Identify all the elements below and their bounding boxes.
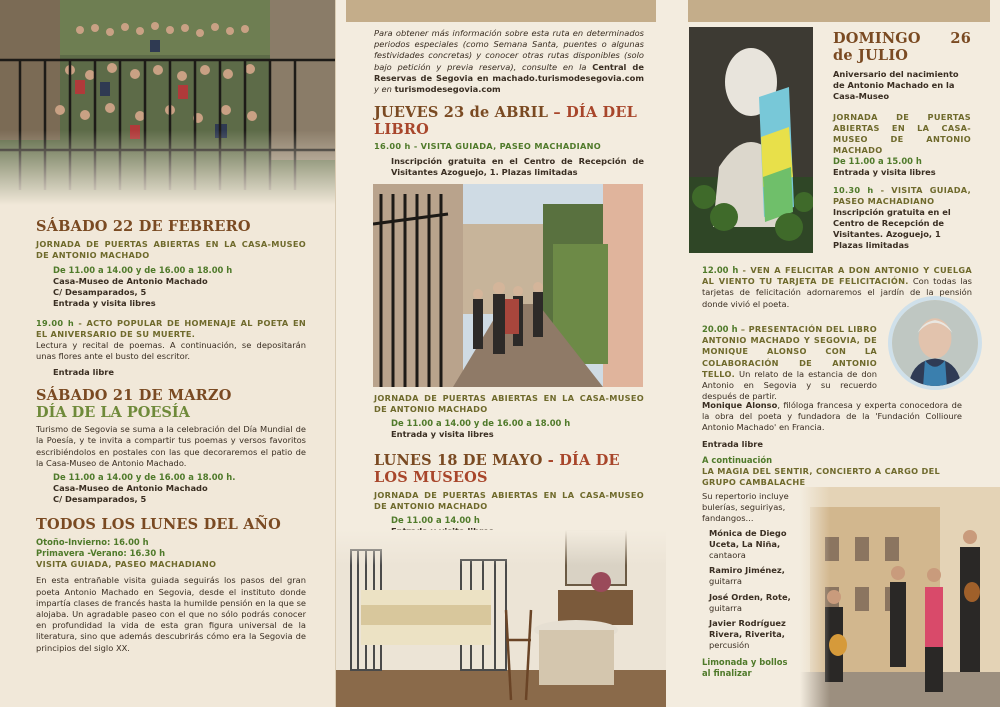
author-portrait-photo [888,296,982,390]
left-panel [0,0,335,707]
event-subtitle: JORNADA DE PUERTAS ABIERTAS EN LA CASA-MUSEO DE ANTONIO MACHADO [36,239,306,260]
event-hours: De 11.00 a 14.00 y de 16.00 a 18.00 h [391,418,571,428]
event-hours: De 11.00 a 15.00 h [833,155,922,166]
book-presentation-body: Un relato de la estancia de don Antonio en Segovia y su recuerdo después de partir. [702,368,877,402]
author-bio: , filóloga francesa y experta conocedora de la obra del poeta y fundadora de la 'Fundación Collioure Antonio Machado' en Francia. [702,400,962,433]
info-intro-and: y en [374,84,395,95]
event-date: LUNES 18 DE MAYO [374,452,543,470]
guided-tour-label: VISITA GUIADA, PASEO MACHADIANO [36,559,217,570]
event-address: C/ Desamparados, 5 [53,494,147,505]
reservations-link[interactable]: Central de Reservas de Segovia en machado.turismodesegovia.com [374,61,644,83]
event-subtitle: JORNADA DE PUERTAS ABIERTAS EN LA CASA-MUSEO DE ANTONIO MACHADO [374,490,644,512]
middle-panel [336,0,666,707]
member-role: cantaora [709,550,746,561]
event-address: C/ Desamparados, 5 [53,287,147,298]
author-name: Monique Alonso [702,400,778,410]
poetry-day-body: Turismo de Segovia se suma a la celebración del Día Mundial de la Poesía, y te invita a compartir tus poemas y versos favoritos escribiéndolos en postales con las que decoraremos el patio de la Casa-Museo de Antonio Machado. [36,424,306,468]
guided-tour-label: - VISITA GUIADA, PASEO MACHADIANO [833,184,971,206]
event-subtitle: JORNADA DE PUERTAS ABIERTAS EN LA CASA-MUSEO DE ANTONIO MACHADO [374,393,644,414]
event-title-may18 [374,452,644,486]
mondays-title: TODOS LOS LUNES DEL AÑO [36,516,281,534]
machado-bust-photo [689,27,813,253]
band-member [709,618,797,652]
top-bar [688,0,990,22]
band-member [709,592,797,614]
event-title-mar21: SÁBADO 21 DE MARZO [36,387,232,405]
book-presentation-heading: – PRESENTACIÓN DEL LIBRO ANTONIO MACHADO Y SEGOVIA, DE MONIQUE ALONSO CON LA COLABORACIÓN DE ANTONIO TELLO. [702,324,877,379]
event-time: 20.00 h [702,324,738,334]
concert-title: LA MAGIA DEL SENTIR, CONCIERTO A CARGO DEL GRUPO CAMBALACHE [702,465,941,487]
event-title-apr23 [374,104,644,138]
schedule-spring: Primavera -Verano: 16.30 h [36,548,166,559]
member-name: Ramiro Jiménez, [709,565,785,576]
event-entry: Entrada y visita libres [391,429,494,439]
member-name: Javier Rodríguez Rivera, Riverita, [709,618,786,640]
event-hours: De 11.00 a 14.00 y de 16.00 a 18.00 h [53,265,233,275]
street-tour-photo [373,184,643,387]
member-name: Mónica de Diego Uceta, La Niña, [709,527,787,549]
top-bar [346,0,656,22]
member-role: guitarra [709,602,742,613]
event-entry-free: Entrada libre [702,438,764,449]
member-role: percusión [709,640,750,651]
open-day-label: JORNADA DE PUERTAS ABIERTAS EN LA CASA-MUSEO DE ANTONIO MACHADO [833,111,971,155]
member-role: guitarra [709,576,742,587]
band-member [709,528,797,562]
poetry-day-title: DÍA DE LA POESÍA [36,404,190,422]
book-day: – DÍA DEL LIBRO [374,104,637,139]
greeting-body: Con todas las tarjetas de felicitación adornaremos el jardín de la pensión donde vivió el poeta. [702,276,972,309]
event-entry-free: Entrada libre [53,367,115,378]
event-title-feb22: SÁBADO 22 DE FEBRERO [36,218,251,235]
event-hours: De 11.00 a 14.00 y de 16.00 a 18.00 h. [53,472,236,483]
repertoire: Su repertorio incluye bulerías, seguiriyas, fandangos... [702,491,789,524]
tourism-link[interactable]: turismodesegovia.com [394,84,501,95]
event-time: 12.00 h [702,265,739,275]
event-place: Casa-Museo de Antonio Machado [53,483,208,494]
event-date: JUEVES 23 de ABRIL [374,104,549,122]
band-photo [800,487,1000,707]
registration-info: Inscripción gratuita en el Centro de Recepción de Visitantes Azoguejo, 1. Plazas limitadas [391,156,644,178]
info-intro [374,28,644,95]
guided-tour-line: 16.00 h - VISITA GUIADA, PASEO MACHADIANO [374,141,601,152]
registration-info: Inscripción gratuita en el Centro de Recepción de Visitantes. Azoguejo, 1 Plazas limitadas [833,206,951,251]
guided-tour-body: En esta entrañable visita guiada seguirás los pasos del gran poeta Antonio Machado en Segovia, desde el instituto donde impartía clases de francés hasta la humilde pensión en la que se alojaba. Un agradable paseo con el que no sólo podrás conocer en profundidad la vida de esta gran figura universal de la literatura, sino que además descubrirás cómo era la Segovia de principios del siglo XX. [36,575,306,653]
right-panel [666,0,1000,707]
event-hours: De 11.00 a 14.00 h [391,515,480,526]
member-name: José Orden, Rote, [709,591,791,602]
continuation-label: A continuación [702,454,773,465]
band-members [702,528,797,652]
schedule-autumn: Otoño-Invierno: 16.00 h [36,537,149,548]
event-title-jul26: DOMINGO 26 de JULIO [833,30,971,64]
event-entry: Entrada y visita libres [833,166,936,177]
event-entry: Entrada y visita libres [53,298,156,309]
event-time: 10.30 h [833,184,874,195]
anniversary-text: Aniversario del nacimiento de Antonio Machado en la Casa-Museo [833,69,959,102]
event-heading: - ACTO POPULAR DE HOMENAJE AL POETA EN EL ANIVERSARIO DE SU MUERTE. [36,317,306,339]
closing-note: Limonada y bollos al finalizar [702,656,788,678]
greeting-heading: - VEN A FELICITAR A DON ANTONIO Y CUELGA AL VIENTO TU TARJETA DE FELICITACIÓN. [702,265,973,287]
event-time: 19.00 h [36,317,74,328]
bedroom-photo [336,530,666,707]
event-body: Lectura y recital de poemas. A continuación, se depositarán unas flores ante el busto del escritor. [36,339,306,361]
info-intro-text: Para obtener más información sobre esta ruta en determinados periodos especiales (como Semana Santa, puentes o algunas festividades concretas) y conocer otras rutas disponibles (solo bajo petición y previa reserva), consulte en la [374,28,644,72]
event-place: Casa-Museo de Antonio Machado [53,276,208,286]
band-member [709,565,797,587]
courtyard-crowd-photo [0,0,335,205]
museums-day: - DÍA DE LOS MUSEOS [374,452,620,487]
